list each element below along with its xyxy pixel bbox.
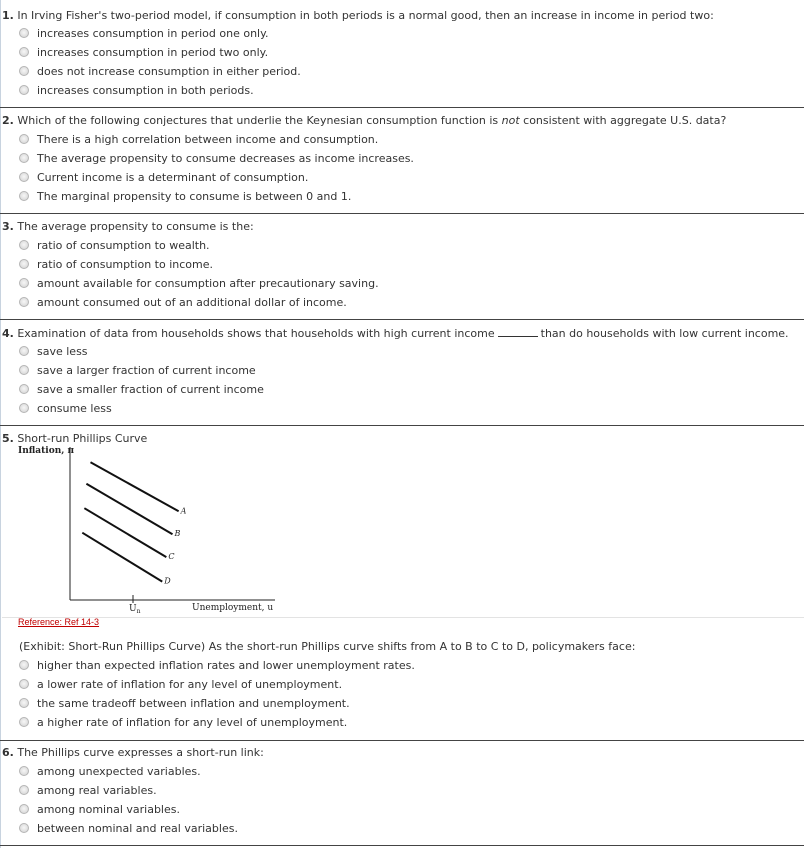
- curve-label-b: B: [174, 529, 181, 539]
- question-divider: [0, 319, 804, 320]
- reference-link[interactable]: Reference: Ref 14-3: [18, 617, 100, 627]
- curve-b: [86, 484, 172, 534]
- curve-label-c: C: [168, 552, 175, 562]
- curve-c: [84, 508, 166, 557]
- radio-button[interactable]: [19, 384, 29, 394]
- question-2-text: 2. Which of the following conjectures that underlie the Keynesian consumption function is not consistent with aggregate U.S. data?: [2, 114, 727, 127]
- question-6-text: 6. The Phillips curve expresses a short-run link:: [2, 746, 264, 759]
- question-divider: [0, 213, 804, 214]
- radio-button[interactable]: [19, 365, 29, 375]
- radio-button[interactable]: [19, 403, 29, 413]
- radio-button[interactable]: [19, 66, 29, 76]
- question-5-text: 5. Short-run Phillips Curve: [2, 432, 148, 445]
- radio-button[interactable]: [19, 47, 29, 57]
- question-divider: [0, 845, 804, 846]
- radio-button[interactable]: [19, 85, 29, 95]
- radio-button[interactable]: [19, 297, 29, 307]
- radio-button[interactable]: [19, 134, 29, 144]
- radio-button[interactable]: [19, 278, 29, 288]
- curve-label-a: A: [180, 506, 187, 516]
- radio-button[interactable]: [19, 679, 29, 689]
- radio-button[interactable]: [19, 804, 29, 814]
- question-4-text: 4. Examination of data from households shows that households with high current income than do households with low current income.: [2, 327, 789, 340]
- radio-button[interactable]: [19, 172, 29, 182]
- radio-button[interactable]: [19, 259, 29, 269]
- quiz-page: 1. In Irving Fisher's two-period model, if consumption in both periods is a normal good, then an increase in income in period two: increases consumption in period one only. increases consumption in period two only. does not increase consumption in either period. increases consumption in both periods. 2. Which of the following conjectures that underlie the Keynesian consumption function is not consistent with aggregate U.S. data? There is a high correlation between income and consumption. The average propensity to consume decreases as income increases. Current income is a determinant of consumption. The marginal propensity to consume is between 0 and 1. 3. The average propensity to consume is the: ratio of consumption to wealth. ratio of consumption to income. amount available for consumption after precautionary saving. amount consumed out of an additional dollar of income. 4. Examination of data from households shows that households with high current income than do households with low current income. save less save a larger fraction of current income save a smaller fraction of current income consume less 5. Short-run Phillips Curve Inflation, π $U_n$ Unemployment, u A B C D Reference: Ref 14-3 (Exhibit: Short-Run Phillips Curve) As the short-run Phillips curve shifts from A to B to C to D, policymakers face: higher than expected inflation rates and lower unemployment rates. a lower rate of inflation for any level of unemployment. the same tradeoff between inflation and unemployment. a higher rate of inflation for any level of unemployment. 6. The Phillips curve expresses a short-run link: among unexpected variables. among real variables. among nominal variables. between nominal and real variables.: [0, 0, 804, 848]
- radio-button[interactable]: [19, 698, 29, 708]
- radio-button[interactable]: [19, 191, 29, 201]
- curve-d: [82, 533, 162, 582]
- radio-button[interactable]: [19, 717, 29, 727]
- question-3-text: 3. The average propensity to consume is the:: [2, 220, 254, 233]
- radio-button[interactable]: [19, 660, 29, 670]
- radio-button[interactable]: [19, 240, 29, 250]
- question-divider: [0, 740, 804, 741]
- radio-button[interactable]: [19, 766, 29, 776]
- curve-label-d: D: [164, 576, 171, 586]
- radio-button[interactable]: [19, 823, 29, 833]
- curve-group: [82, 462, 186, 585]
- question-divider: [0, 425, 804, 426]
- reference-divider: [2, 617, 804, 618]
- question-5-stem: (Exhibit: Short-Run Phillips Curve) As the short-run Phillips curve shifts from A to B to C to D, policymakers face:: [19, 640, 636, 653]
- phillips-curve-chart: [10, 443, 290, 618]
- radio-button[interactable]: [19, 346, 29, 356]
- x-axis-label: Unemployment, u: [192, 603, 274, 613]
- question-1-text: 1. In Irving Fisher's two-period model, if consumption in both periods is a normal good, then an increase in income in period two:: [2, 9, 714, 22]
- radio-button[interactable]: [19, 785, 29, 795]
- radio-button[interactable]: [19, 28, 29, 38]
- left-border: [0, 0, 1, 848]
- question-divider: [0, 107, 804, 108]
- radio-button[interactable]: [19, 153, 29, 163]
- fill-in-blank: [498, 326, 538, 337]
- curve-a: [91, 462, 179, 511]
- x-tick-label: $U_n$: [129, 604, 141, 615]
- y-axis-label: Inflation, π: [18, 446, 75, 456]
